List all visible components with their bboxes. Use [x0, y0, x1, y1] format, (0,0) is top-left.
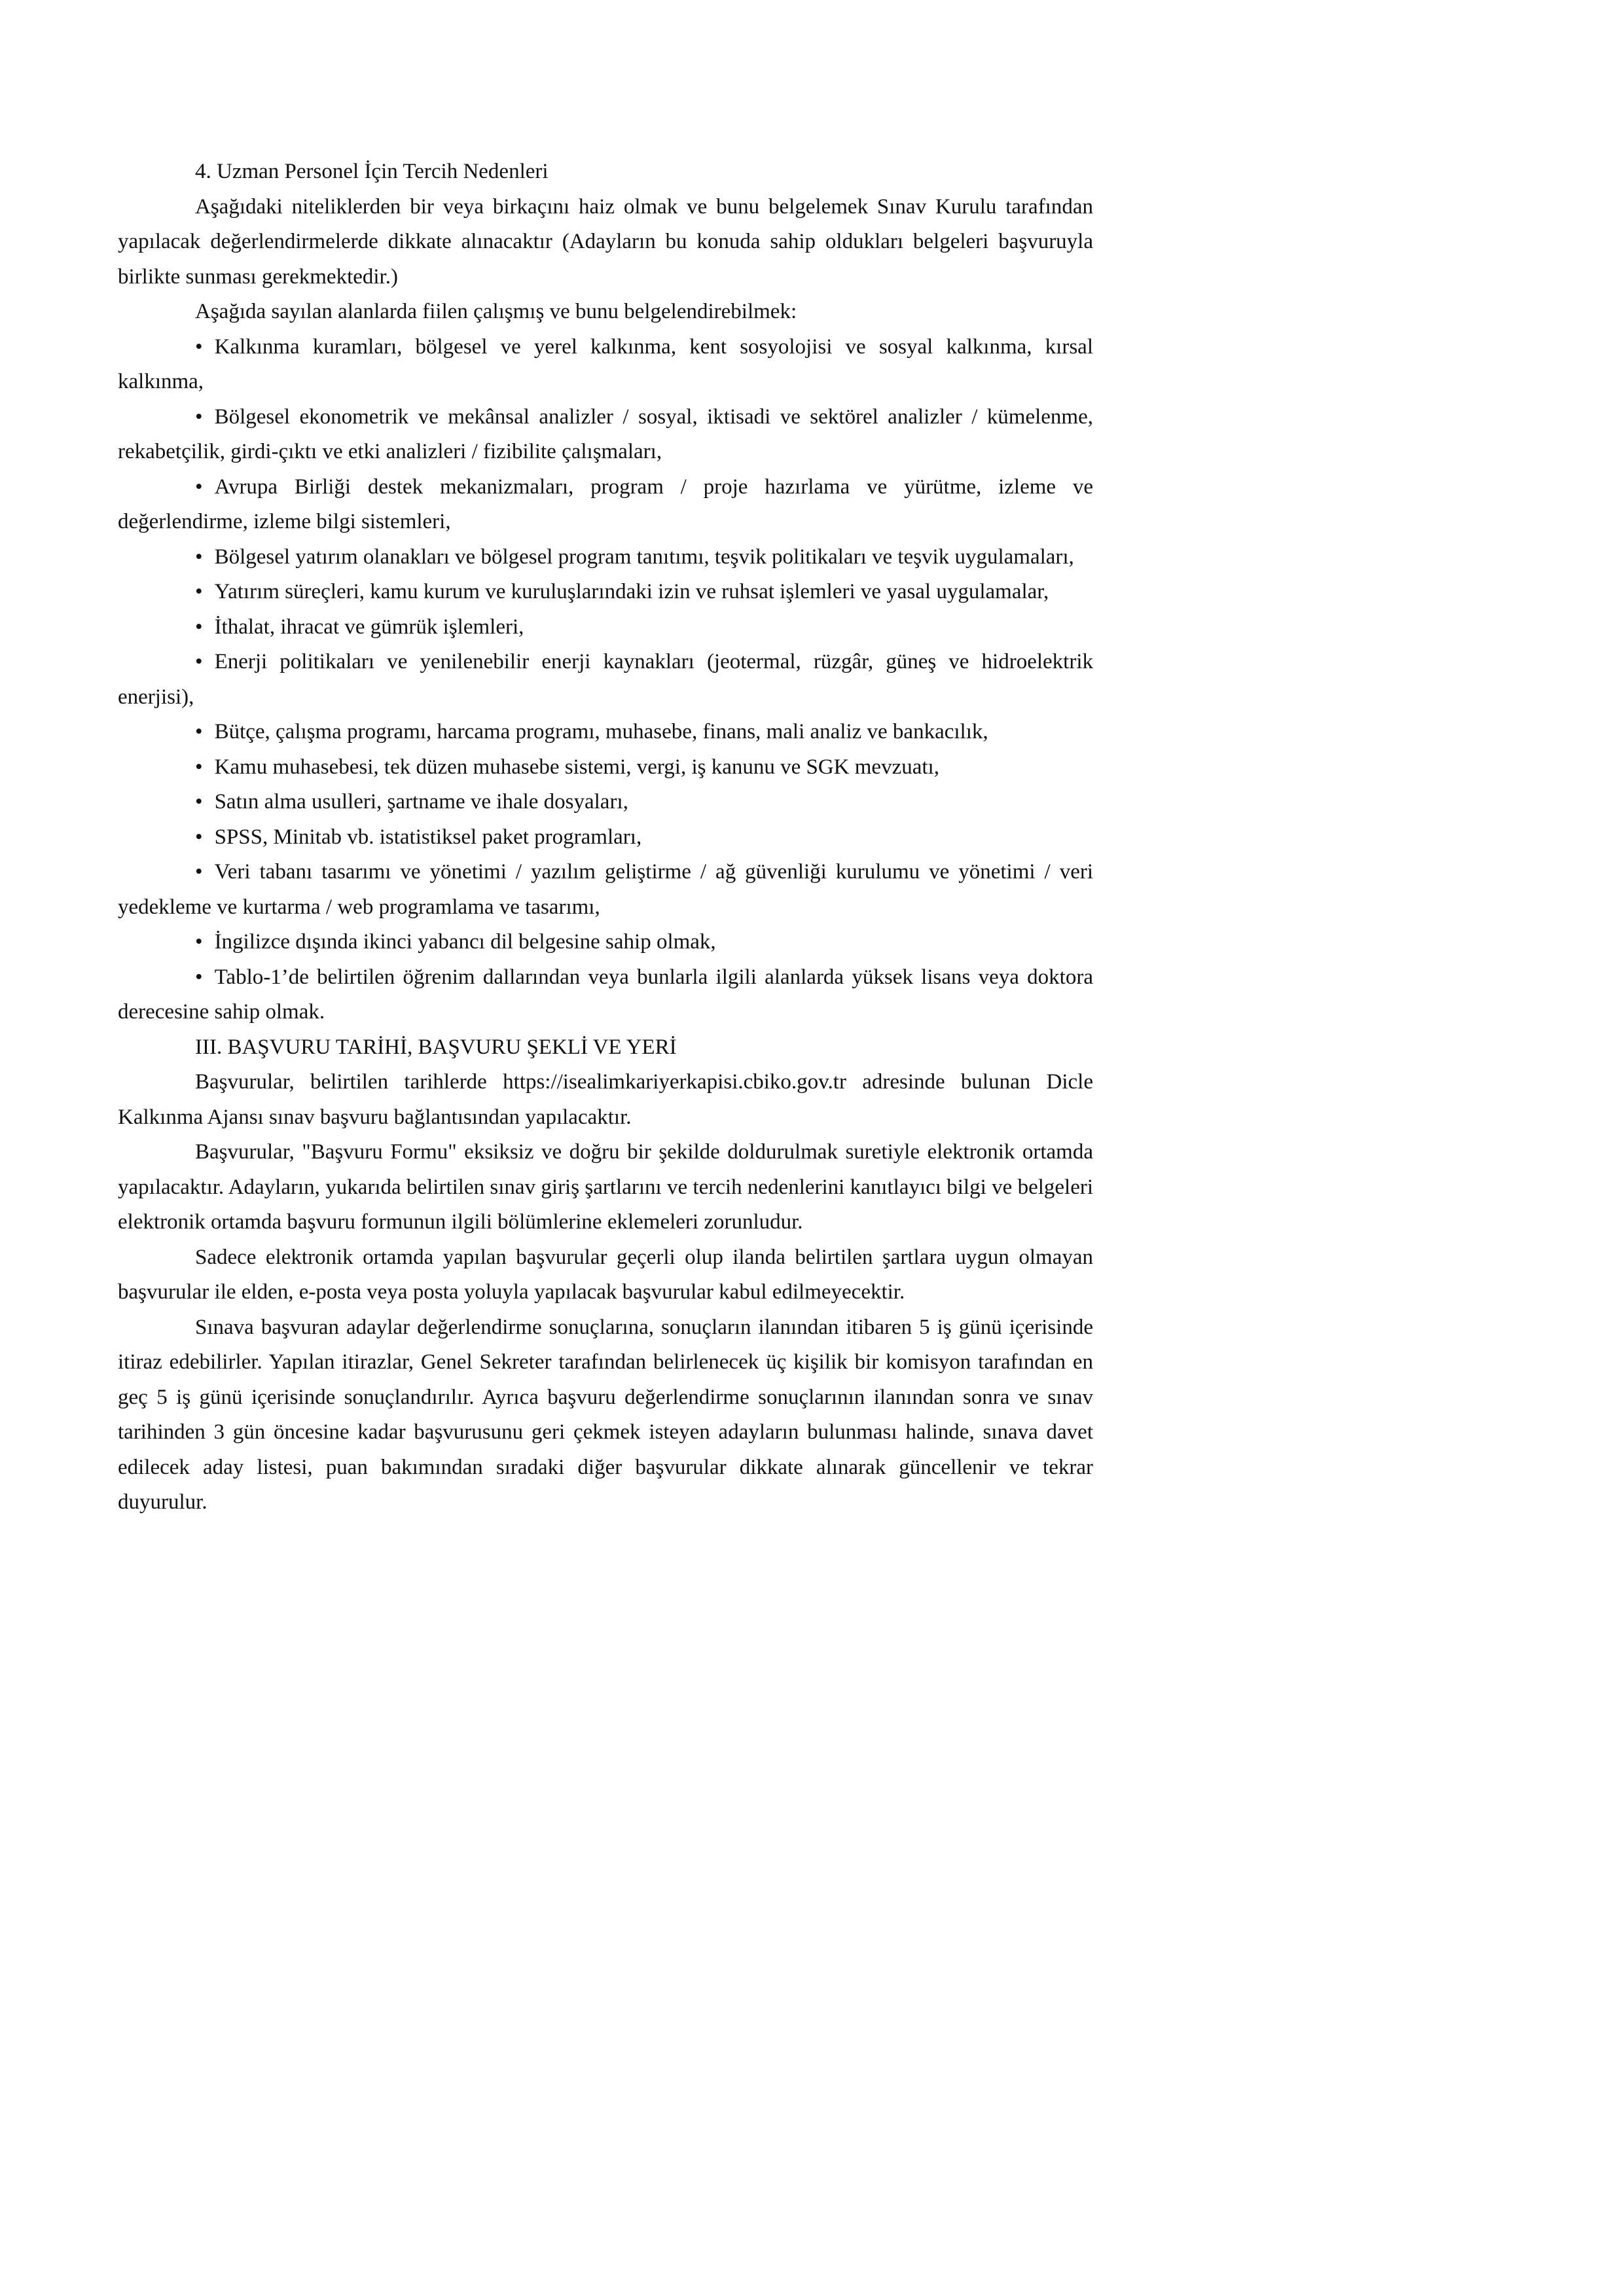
list-item: [118, 855, 1093, 925]
list-item-text: Satın alma usulleri, şartname ve ihale dosyaları,: [214, 790, 628, 814]
bullet-icon: •: [195, 580, 203, 603]
list-item-text: Bölgesel yatırım olanakları ve bölgesel program tanıtımı, teşvik politikaları ve teşvik uygulamaları,: [214, 545, 1074, 569]
paragraph: Sınava başvuran adaylar değerlendirme sonuçlarına, sonuçların ilanından itibaren 5 iş günü içerisinde itiraz edebilirler. Yapılan itirazlar, Genel Sekreter tarafından belirlenecek üç kişilik bir komisyon tarafından en geç 5 iş günü içerisinde sonuçlandırılır. Ayrıca başvuru değerlendirme sonuçlarının ilanından sonra ve sınav tarihinden 3 gün öncesine kadar başvurusunu geri çekmek isteyen adayların bulunması halinde, sınava davet edilecek aday listesi, puan bakımından sıradaki diğer başvurular dikkate alınarak güncellenir ve tekrar duyurulur.: [118, 1315, 1093, 1514]
section-heading-tercih-nedenleri: 4. Uzman Personel İçin Tercih Nedenleri: [195, 160, 549, 183]
list-item: [118, 645, 1093, 715]
bullet-icon: •: [195, 825, 203, 849]
bullet-icon: •: [195, 334, 203, 359]
list-item-text: Veri tabanı tasarımı ve yönetimi / yazılım geliştirme / ağ güvenliği kurulumu ve yönetimi / veri yedekleme ve kurtarma / web programlama ve tasarımı,: [118, 860, 1093, 919]
list-item-text: Bölgesel ekonometrik ve mekânsal analizler / sosyal, iktisadi ve sektörel analizler / kümelenme, rekabetçilik, girdi-çıktı ve etki analizleri / fizibilite çalışmaları,: [118, 404, 1093, 463]
bullet-icon: •: [195, 965, 203, 989]
paragraph: Başvurular, "Başvuru Formu" eksiksiz ve doğru bir şekilde doldurulmak suretiyle elektronik ortamda yapılacaktır. Adayların, yukarıda belirtilen sınav giriş şartlarını ve tercih nedenlerini kanıtlayıcı bilgi ve belgeleri elektronik ortamda başvuru formunun ilgili bölümlerine eklemeleri zorunludur.: [118, 1140, 1093, 1234]
bullet-icon: •: [195, 615, 203, 639]
list-item-text: Tablo-1’de belirtilen öğrenim dallarından veya bunlarla ilgili alanlarda yüksek lisans veya doktora derecesine sahip olmak.: [118, 965, 1093, 1024]
document-page: [118, 154, 1093, 1520]
list-item-text: Enerji politikaları ve yenilenebilir enerji kaynakları (jeotermal, rüzgâr, güneş ve hidroelektrik enerjisi),: [118, 650, 1093, 709]
bullet-icon: •: [195, 755, 203, 779]
list-item: [118, 820, 1093, 855]
bullet-icon: •: [195, 930, 203, 954]
list-item: [118, 540, 1093, 575]
bullet-icon: •: [195, 545, 203, 569]
list-item-text: Kalkınma kuramları, bölgesel ve yerel kalkınma, kent sosyolojisi ve sosyal kalkınma, kırsal kalkınma,: [118, 334, 1093, 393]
paragraph: Başvurular, belirtilen tarihlerde https://isealimkariyerkapisi.cbiko.gov.tr adresinde bulunan Dicle Kalkınma Ajansı sınav başvuru bağlantısından yapılacaktır.: [118, 1070, 1093, 1129]
list-item: [118, 960, 1093, 1030]
list-item-text: İthalat, ihracat ve gümrük işlemleri,: [214, 615, 524, 639]
bullet-icon: •: [195, 404, 203, 429]
list-item-text: Kamu muhasebesi, tek düzen muhasebe sistemi, vergi, iş kanunu ve SGK mevzuatı,: [214, 755, 939, 779]
list-item: [118, 575, 1093, 610]
list-item: [118, 400, 1093, 470]
list-item: [118, 330, 1093, 400]
list-item: [118, 750, 1093, 785]
intro-paragraph: Aşağıdaki niteliklerden bir veya birkaçını haiz olmak ve bunu belgelemek Sınav Kurulu tarafından yapılacak değerlendirmelerde dikkate alınacaktır (Adayların bu konuda sahip oldukları belgeleri başvuruyla birlikte sunması gerekmektedir.): [118, 194, 1093, 289]
list-item-text: Yatırım süreçleri, kamu kurum ve kuruluşlarındaki izin ve ruhsat işlemleri ve yasal uygulamalar,: [214, 580, 1049, 603]
bullet-icon: •: [195, 720, 203, 744]
list-item: [118, 925, 1093, 960]
list-item-text: İngilizce dışında ikinci yabancı dil belgesine sahip olmak,: [214, 930, 716, 954]
bullet-icon: •: [195, 860, 203, 884]
list-item-text: SPSS, Minitab vb. istatistiksel paket programları,: [214, 825, 642, 849]
list-item: [118, 785, 1093, 820]
list-item: [118, 610, 1093, 645]
bullet-list: [118, 330, 1093, 1030]
section-heading-basvuru: III. BAŞVURU TARİHİ, BAŞVURU ŞEKLİ VE YERİ: [195, 1035, 677, 1059]
list-item-text: Avrupa Birliği destek mekanizmaları, program / proje hazırlama ve yürütme, izleme ve değerlendirme, izleme bilgi sistemleri,: [118, 475, 1093, 533]
bullet-icon: •: [195, 650, 203, 673]
lead-sentence: Aşağıda sayılan alanlarda fiilen çalışmış ve bunu belgelendirebilmek:: [195, 300, 797, 323]
paragraph: Sadece elektronik ortamda yapılan başvurular geçerli olup ilanda belirtilen şartlara uygun olmayan başvurular ile elden, e-posta veya posta yoluyla yapılacak başvurular kabul edilmeyecektir.: [118, 1245, 1093, 1304]
list-item-text: Bütçe, çalışma programı, harcama programı, muhasebe, finans, mali analiz ve bankacılık,: [214, 720, 988, 744]
bullet-icon: •: [195, 790, 203, 814]
list-item: [118, 715, 1093, 750]
bullet-icon: •: [195, 475, 203, 499]
list-item: [118, 470, 1093, 540]
